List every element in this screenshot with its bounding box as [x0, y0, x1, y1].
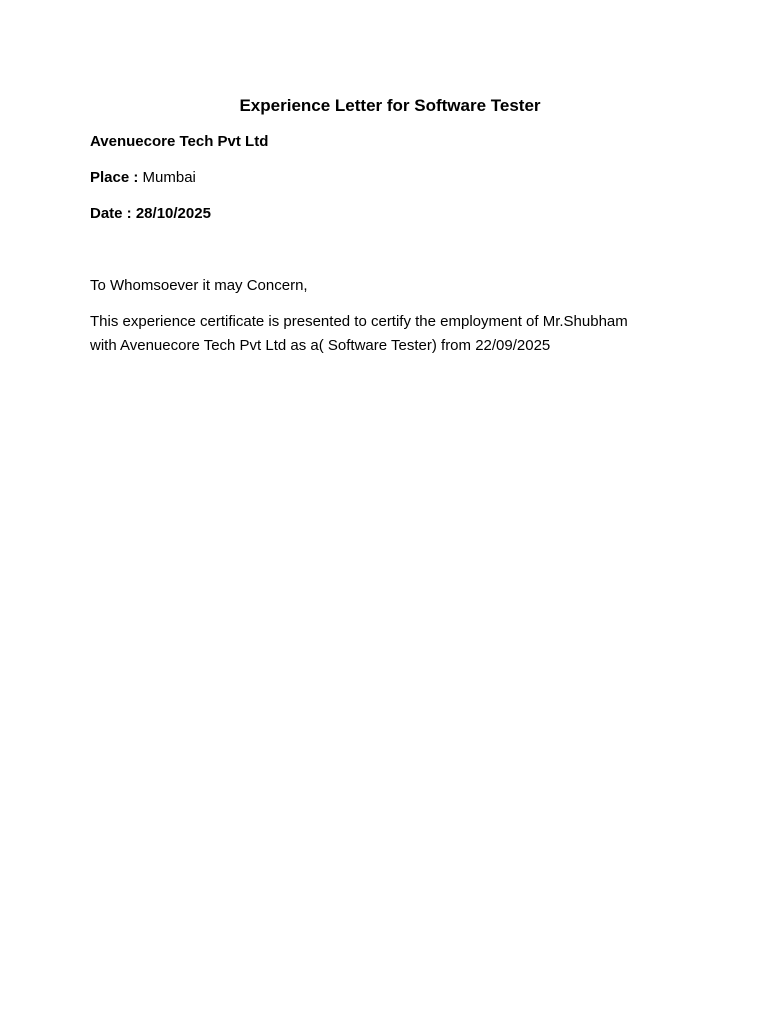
company-name: Avenuecore Tech Pvt Ltd [90, 133, 269, 150]
date-value: 28/10/2025 [135, 205, 211, 222]
place-line [90, 166, 690, 190]
salutation: To Whomsoever it may Concern, [90, 277, 308, 294]
blank-space [90, 238, 690, 274]
letter-content [90, 94, 690, 358]
body-line-1: This experience certificate is presented to certify the employment of Mr.Shubham [90, 313, 628, 330]
letter-title: Experience Letter for Software Tester [239, 96, 541, 115]
date-line [90, 202, 690, 226]
body-line-2: with Avenuecore Tech Pvt Ltd as a( Software Tester) from 22/09/2025 [90, 337, 551, 354]
date-label: Date : [90, 205, 136, 222]
place-value: Mumbai [142, 169, 196, 186]
place-label: Place : [90, 169, 143, 186]
body-paragraph [90, 310, 690, 358]
